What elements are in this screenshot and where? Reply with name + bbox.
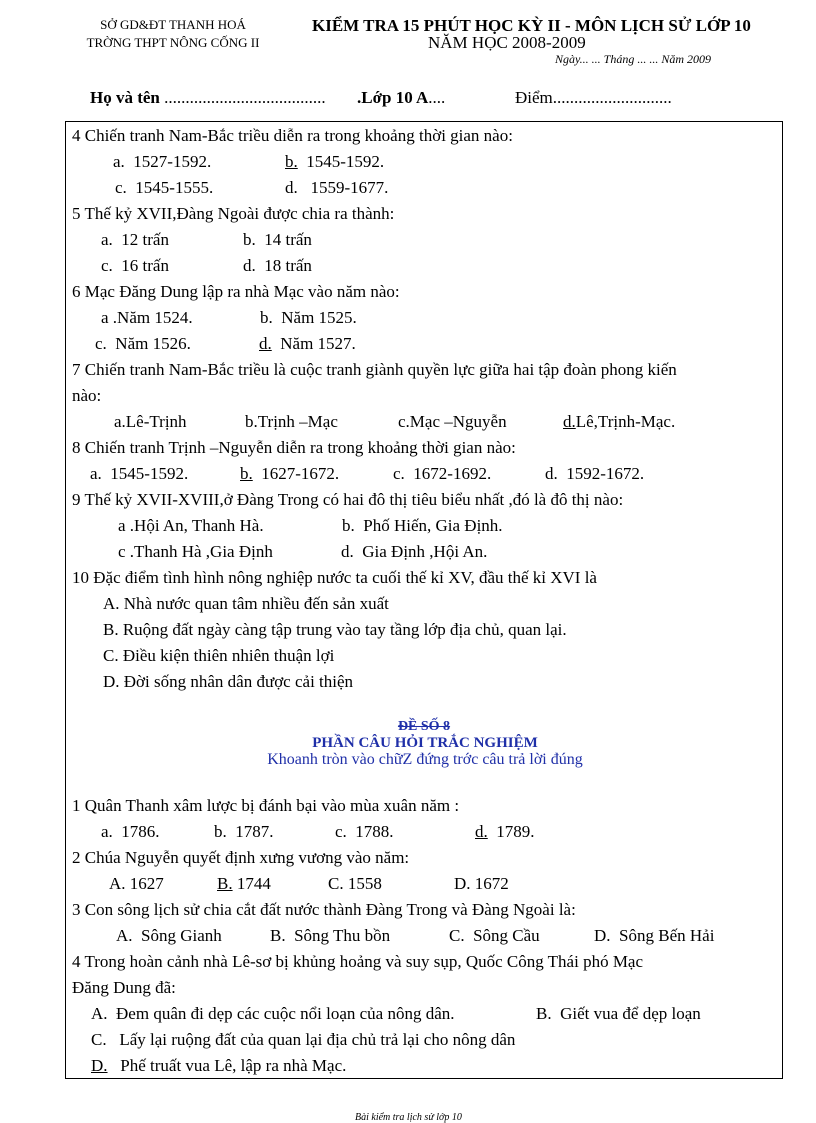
option: b. 1787. [214,822,274,841]
question-text: 1 Quân Thanh xâm lược bị đánh bại vào mùa xuân năm : [72,796,460,815]
class-blank: .... [428,88,446,107]
question-text: 6 Mạc Đăng Dung lập ra nhà Mạc vào năm nào: [72,282,400,301]
page-footer: Bài kiểm tra lịch sử lớp 10 [355,1112,462,1123]
question-text-cont: nào: [72,386,102,405]
question-text: 9 Thế kỷ XVII-XVIII,ở Đàng Trong có hai đô thị tiêu biểu nhất ,đó là đô thị nào: [72,490,624,509]
question-text: 8 Chiến tranh Trịnh –Nguyễn diễn ra trong khoảng thời gian nào: [72,438,516,457]
department-name: SỞ GD&ĐT THANH HOÁ [100,17,246,32]
option: a .Năm 1524. [101,308,193,327]
option: A. Đem quân đi dẹp các cuộc nổi loạn của nông dân. [91,1004,455,1023]
score-field [515,88,672,108]
class-label: .Lớp 10 A [357,88,429,107]
question-text-cont: Đăng Dung đã: [72,978,176,997]
option: d. 18 trấn [243,256,312,275]
option: c. 1545-1555. [115,178,214,197]
option: A. 1627 [109,874,164,893]
option: A. Sông Gianh [116,926,222,945]
option-correct: d.Lê,Trịnh-Mạc. [563,412,676,431]
option: C. Sông Cầu [449,926,540,945]
option: b. Phố Hiến, Gia Định. [342,516,503,535]
exam-date: Ngày... ... Tháng ... ... Năm 2009 [555,52,712,66]
question-text: 10 Đặc điểm tình hình nông nghiệp nước ta cuối thế kỉ XV, đầu thế kỉ XVI là [72,568,597,587]
option-correct: b. 1545-1592. [285,152,385,171]
score-blank: ............................ [552,88,672,107]
question-text: 2 Chúa Nguyễn quyết định xưng vương vào năm: [72,848,410,867]
option: d. Gia Định ,Hội An. [341,542,488,561]
option: a. 12 trấn [101,230,169,249]
option-correct: B. 1744 [217,874,271,893]
option-correct: d. 1789. [475,822,535,841]
class-field [357,88,445,108]
student-info-row [90,88,326,108]
option: c. 16 trấn [101,256,169,275]
option: D. Đời sống nhân dân được cải thiện [103,672,354,691]
option: a. 1527-1592. [113,152,212,171]
exam-title: KIỂM TRA 15 PHÚT HỌC KỲ II - MÔN LỊCH SỬ LỚP 10 [312,16,751,35]
option: C. Điều kiện thiên nhiên thuận lợi [103,646,335,665]
school-year: NĂM HỌC 2008-2009 [428,33,586,52]
option: B. Ruộng đất ngày càng tập trung vào tay tầng lớp địa chủ, quan lại. [103,620,567,639]
option: a. 1545-1592. [90,464,189,483]
name-blank: ...................................... [159,88,326,107]
option: b. 14 trấn [243,230,312,249]
section-instruction: Khoanh tròn vào chữZ đứng trớc câu trả lời đúng [267,751,583,768]
section-heading: PHẦN CÂU HỎI TRẮC NGHIỆM [312,735,538,751]
option: C. 1558 [328,874,382,893]
option: d. 1559-1677. [285,178,389,197]
option: a.Lê-Trịnh [114,412,187,431]
option: c. Năm 1526. [95,334,191,353]
option: a. 1786. [101,822,160,841]
question-text: 7 Chiến tranh Nam-Bắc triều là cuộc tranh giành quyền lực giữa hai tập đoàn phong kiến [72,360,677,379]
option: B. Sông Thu bồn [270,926,391,945]
option: C. Lấy lại ruộng đất của quan lại địa chủ trả lại cho nông dân [91,1030,516,1049]
option: d. 1592-1672. [545,464,645,483]
option: D. 1672 [454,874,509,893]
score-label: Điểm [515,88,553,107]
option: c .Thanh Hà ,Gia Định [118,542,273,561]
option: c. 1672-1692. [393,464,492,483]
option: c. 1788. [335,822,394,841]
option-correct: b. 1627-1672. [240,464,340,483]
question-text: 4 Chiến tranh Nam-Bắc triều diễn ra trong khoảng thời gian nào: [72,126,513,145]
question-text: 3 Con sông lịch sử chia cắt đất nước thành Đàng Trong và Đàng Ngoài là: [72,900,576,919]
option-correct: d. Năm 1527. [259,334,356,353]
option: b. Năm 1525. [260,308,357,327]
option: D. Sông Bến Hải [594,926,715,945]
option: A. Nhà nước quan tâm nhiều đến sản xuất [103,594,389,613]
de-so-label: ĐỀ SỐ 8 [397,719,451,734]
question-text: 4 Trong hoàn cảnh nhà Lê-sơ bị khủng hoảng và suy sụp, Quốc Công Thái phó Mạc [72,952,644,971]
school-name: TRỜNG THPT NÔNG CỐNG II [86,35,260,50]
option: B. Giết vua để dẹp loạn [536,1004,701,1023]
option: a .Hội An, Thanh Hà. [118,516,264,535]
question-text: 5 Thế kỷ XVII,Đàng Ngoài được chia ra thành: [72,204,395,223]
option-correct: D. Phế truất vua Lê, lập ra nhà Mạc. [91,1056,347,1075]
option: c.Mạc –Nguyễn [398,412,507,431]
option: b.Trịnh –Mạc [245,412,338,431]
name-label: Họ và tên [90,88,160,107]
